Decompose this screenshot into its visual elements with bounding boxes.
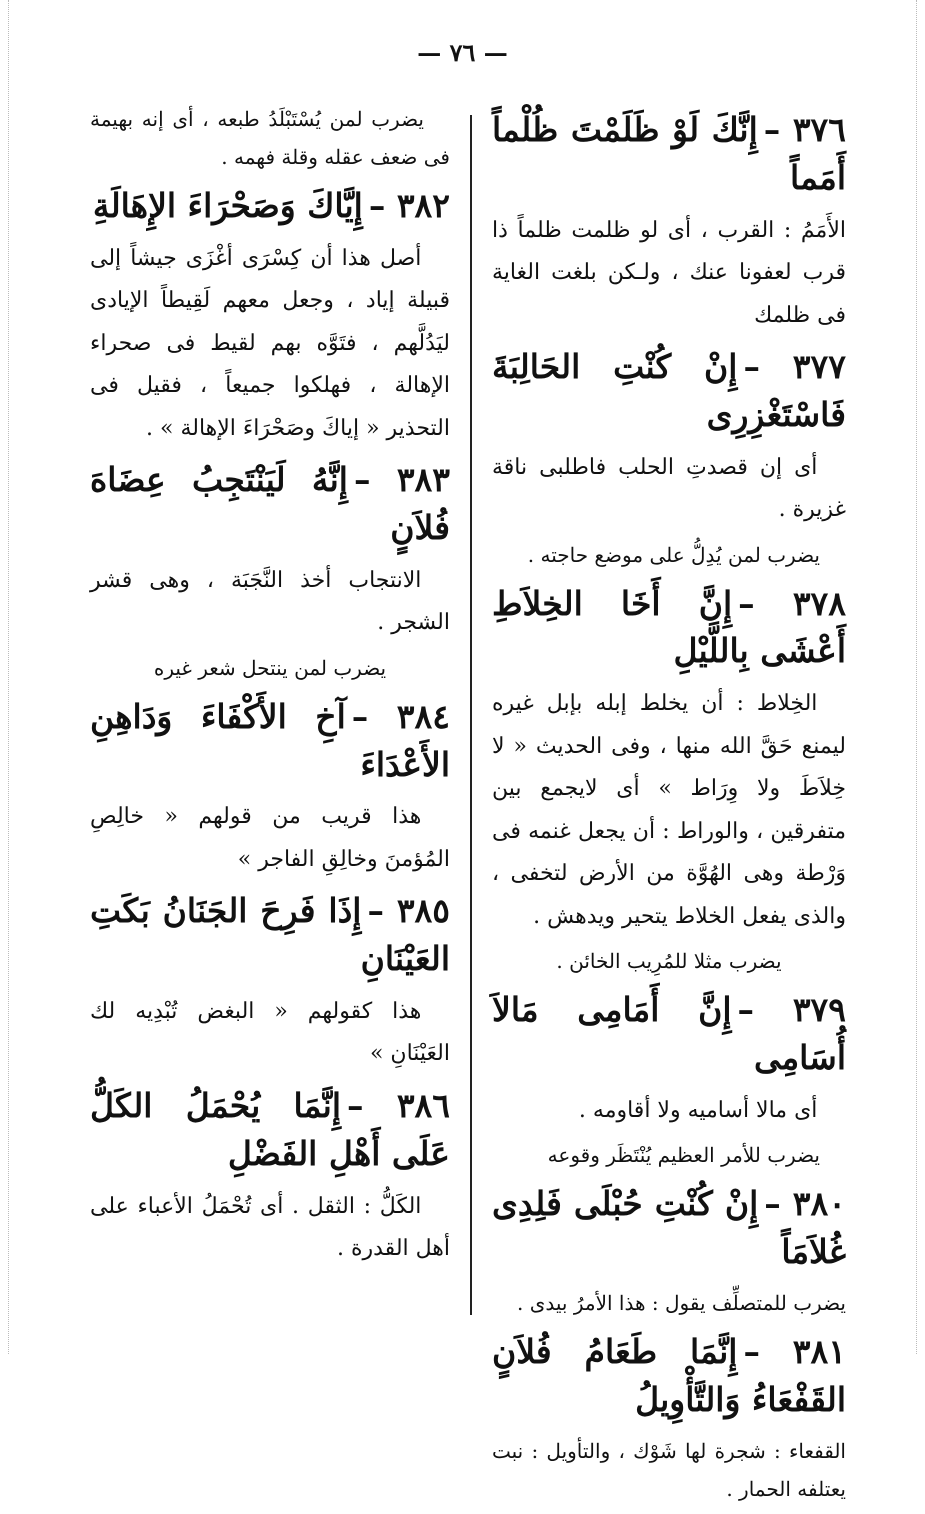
proverb-number: ٣٨٢ – [368,186,450,225]
proverb-number: ٣٨٤ – [351,696,450,736]
explanation-paragraph: الكَلُّ : الثقل . أى تُحْمَلُ الأعباء على أهل القدرة . [90,1193,450,1262]
proverb-text: إِذَا فَرِحَ الجَنَانُ بَكَتِ العَيْنَانِ [90,891,450,979]
column-divider [470,115,472,1315]
explanation-paragraph: هذا قريب من قولهم « خالِصِ المُؤمنَ وخالِقِ الفاجر » [90,804,450,872]
proverb-number: ٣٧٨ – [738,583,846,623]
page-number: — ٧٦ — [417,38,508,67]
proverb-text: إِنْ كُنْتِ الحَالِبَةَ فَاسْتَغْزِرِى [492,347,846,434]
proverb-number: ٣٨٥ – [367,891,450,931]
explanation-paragraph: أى إن قصدتِ الحلب فاطلبى ناقة غزيرة . [492,454,846,523]
usage-note: يضرب لمن ينتحل شعر غيره [153,655,387,680]
proverb-text: إِنَّ أَمَامِى مَالاَ أُسَامِى [492,990,846,1077]
proverb-heading [90,182,450,230]
proverb-number: ٣٨١ – [743,1331,846,1371]
usage-note: القفعاء : شجرة لها شَوْك ، والتأويل : نبت يعتلفه الحمار . [492,1438,846,1501]
proverb-number: ٣٧٧ – [743,347,846,387]
proverb-text: آخِ الأَكْفَاءَ وَدَاهِنِ الأَعْدَاءَ [90,696,450,784]
explanation-paragraph: الأَمَمُ : القرب ، أى لو ظلمت ظلماً ذا قرب لعفونا عنك ، ولـكن بلغت الغاية فى ظلمك [492,217,846,328]
proverb-number: ٣٧٩ – [737,990,846,1030]
proverb-heading [90,887,450,983]
proverb-heading [90,1082,450,1178]
proverb-heading [492,1180,846,1276]
proverb-heading [492,343,846,439]
scan-edge-mark [8,0,9,1354]
proverb-text: إِنَّهُ لَيَنْتَجِبُ عِضَاهَ فُلاَنٍ [90,460,450,547]
proverb-heading [492,986,846,1082]
proverb-text: إِنْ كُنْتِ حُبْلَى فَلِدِى غُلاَمَاً [492,1184,846,1272]
proverb-heading [90,693,450,789]
usage-note: يضرب للأمر العظيم يُنْتَظَر وقوعه [547,1143,820,1168]
usage-note: يضرب مثلا للمُرِيب الخائن . [556,949,782,974]
scan-edge-mark [916,0,917,1354]
explanation-paragraph: الخِلاط : أن يخلط إبله بإبل غيره ليمنع حَقَّ الله منها ، وفى الحديث « لا خِلاَطَ ولا وِرَاط » أى لايجمع بين متفرقين ، والوراط : أن يجعل غنمه فى وَرْطة وهى الهُوَّة من الأرض لتخفى ، والذى يفعل الخلاط يتحير ويدهش . [492,691,846,929]
right-column [492,100,846,1514]
explanation-paragraph: هذا كقولهم « البغض تُبْدِيه لك العَيْنَانِ » [90,998,450,1067]
explanation-paragraph: أصل هذا أن كِسْرَى أغْزَى جيشاً إلى قبيلة إياد ، وجعل معهم لَقِيطاً الإيادى ليَدُلَّهم ، فتَوَّه بهم لقيط فى صحراء الإهالة ، فهلكوا جميعاً ، فقيل فى التحذير « إياكَ وصَحْرَاءَ الإهالة » . [90,245,450,441]
proverb-text: إِنَّ أَخَا الخِلاَطِ أَعْشَى بِاللَّيْلِ [492,583,846,671]
proverb-text: إِنَّكَ لَوْ ظَلَمْتَ ظُلْماً أَمَماً [492,110,846,197]
proverb-text: إِنَّمَا يُحْمَلُ الكَلُّ عَلَى أَهْلِ الفَضْلِ [90,1085,450,1173]
proverb-text: إِنَّمَا طَعَامُ فُلاَنٍ القَفْعَاءُ وَالتَّأْوِيلُ [492,1331,846,1419]
proverb-heading [492,106,846,202]
proverb-heading [492,1328,846,1424]
left-column [90,100,450,1274]
proverb-number: ٣٨٠ – [764,1184,846,1224]
proverb-text: إِيَّاكَ وَصَحْرَاءَ الإِهَالَةِ [92,186,363,225]
usage-note: يضرب للمتصلِّف يقول : هذا الأمرُ بيدى . [517,1290,846,1315]
proverb-number: ٣٨٣ – [353,460,450,500]
explanation-paragraph: أى مالا أساميه ولا أقاومه . [578,1097,818,1123]
proverb-number: ٣٧٦ – [763,110,846,149]
proverb-heading [492,580,846,676]
usage-note: يضرب لمن يُسْتَبْلَدُ طبعه ، أى إنه بهيمة فى ضعف عقله وقلة فهمه . [90,107,450,169]
usage-note: يضرب لمن يُدِلُّ على موضع حاجته . [527,542,820,567]
proverb-heading [90,456,450,552]
explanation-paragraph: الانتجاب أخذ النَّجَبَة ، وهى قشر الشجر . [90,567,450,636]
proverb-number: ٣٨٦ – [347,1085,450,1125]
